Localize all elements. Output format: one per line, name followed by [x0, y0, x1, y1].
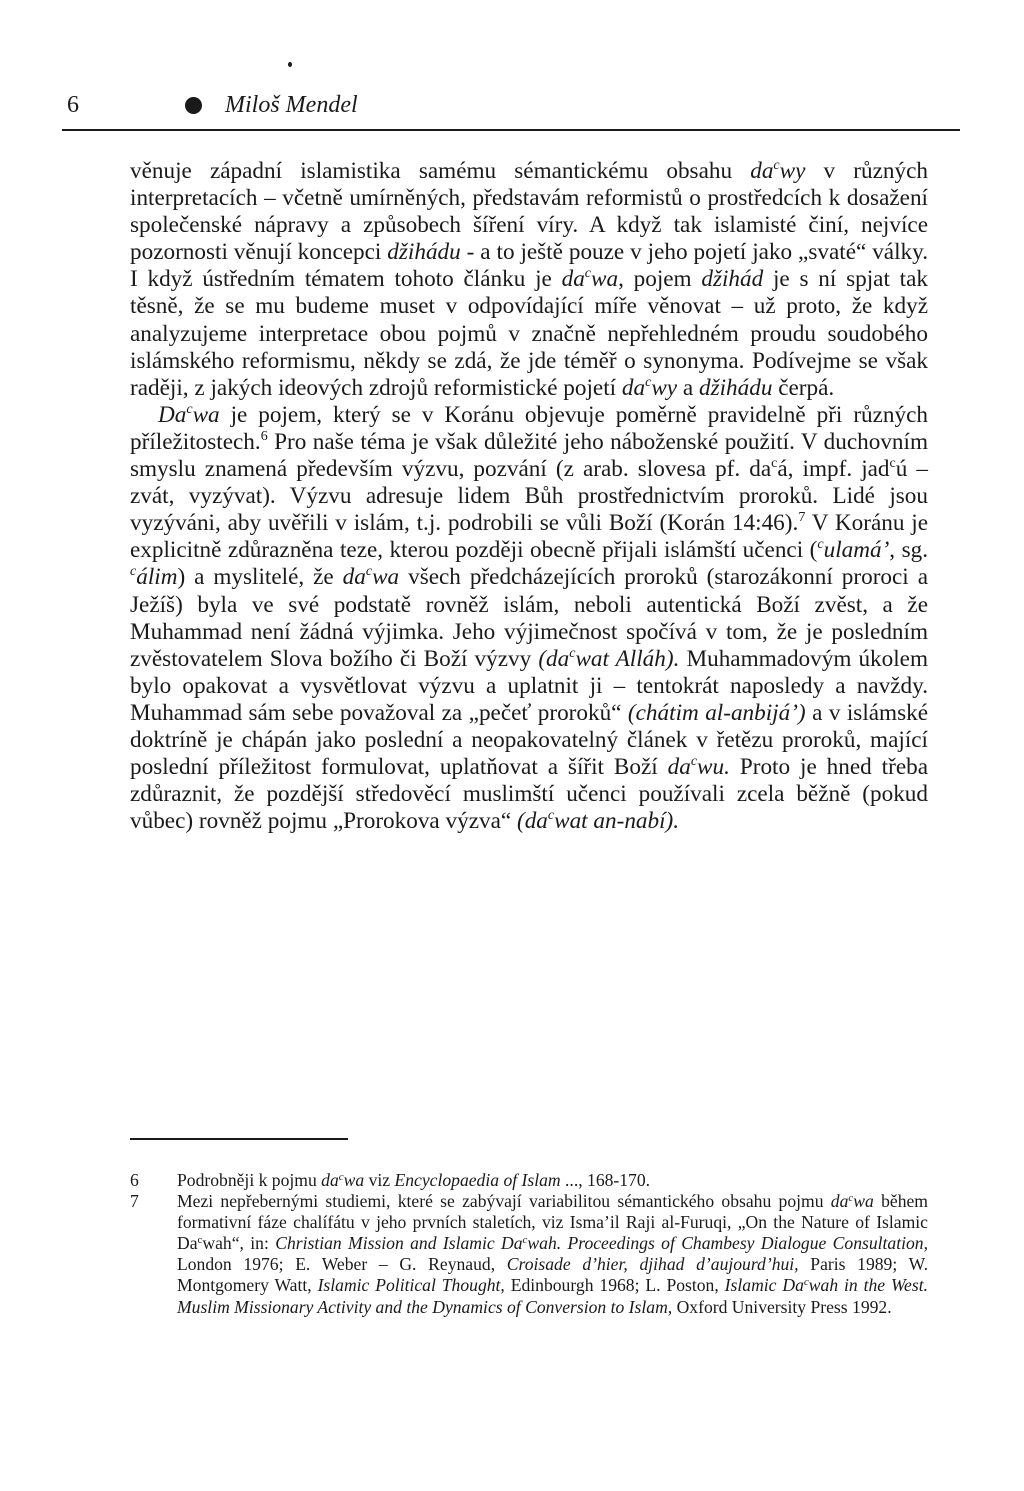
term [750, 158, 805, 184]
term [668, 754, 730, 780]
text: Podrobněji k pojmu [177, 1170, 322, 1190]
page-number: 6 [67, 92, 79, 118]
text: je s ní spjat tak těsně, že se mu budeme muset v odpovídající míře věnovat – už proto, že když analyzujeme interpretace obou pojmů v značně nepřehledném proudu soudobého islámského reformismu, někdy se zdá, že jde téměř o synonyma. Podívejme se však raději, z jakých ideových zdrojů reformistické pojetí [130, 266, 929, 401]
text: , pojem [618, 266, 702, 293]
superscript: c [130, 564, 137, 580]
superscript: c [338, 1171, 344, 1183]
text: á, impf. jad [777, 456, 890, 483]
text: Oxford University Press 1992. [672, 1296, 892, 1317]
text: wah. Proceedings of Chambesy Dialogue Consultation, [527, 1233, 928, 1254]
footnote-number: 7 [130, 1191, 139, 1212]
title: Encyclopaedia of Islam [394, 1170, 561, 1190]
bullet-icon [185, 97, 202, 114]
superscript: c [771, 456, 778, 472]
footnote-ref-7[interactable]: 7 [798, 510, 806, 526]
text: da [667, 754, 691, 781]
term [343, 564, 399, 590]
term [517, 808, 679, 834]
header-rule [62, 129, 960, 131]
footnote-6 [130, 1170, 928, 1191]
text: - a to ještě pouze v jeho pojetí jako „svaté“ války. I když ústředním tématem tohoto článku je [130, 239, 928, 293]
text: da [621, 374, 646, 401]
text: viz [364, 1170, 395, 1190]
text: da [750, 158, 774, 184]
text: wat Alláh). [575, 645, 680, 672]
term [538, 646, 679, 672]
text: a [677, 374, 699, 401]
term: (chátim al-anbijá’) [627, 699, 806, 726]
footnotes [130, 1170, 928, 1318]
text: V Koránu je explicitně zdůrazněna teze, kterou později obecně přijali islámští učenci ( [130, 510, 929, 564]
text: věnuje západní islamistika samému sémantickému obsahu [130, 158, 751, 184]
footnote-number: 6 [130, 1170, 139, 1190]
text: wah“, in: [202, 1233, 276, 1254]
text: a v islámské doktríně je chápán jako poslední a neopakovatelný článek v řetězu proroků, mající poslední příležitost formulovat, uplatňovat a šířit Boží [130, 699, 928, 781]
text: wy [651, 374, 678, 401]
text: da [342, 564, 366, 591]
text: da [561, 266, 585, 293]
body-text [130, 158, 928, 835]
text: Edinbourgh 1968; L. Poston, [504, 1275, 725, 1296]
text: v různých interpretacích – včetně umírněných, představám reformistů o prostředcích k dosažení společenské nápravy a způsobech šíření víry. A když tak islamisté činí, nejvíce pozornosti věnují koncepci [130, 158, 928, 266]
text: da [830, 1191, 849, 1212]
term [321, 1170, 364, 1190]
superscript: c [547, 808, 555, 824]
text: , sg. [889, 537, 928, 564]
text: Proto je hned třeba zdůraznit, že pozdější středověcí muslimští učenci používali zcela běžně (pokud vůbec) rovněž pojmu „Prorokova výzva“ [130, 754, 928, 835]
text: je pojem, který se v Koránu objevuje poměrně pravidelně při různých příležitostech. [130, 401, 928, 455]
text: Islamic Da [724, 1275, 804, 1296]
term [622, 375, 677, 401]
running-header [62, 88, 960, 128]
title [275, 1233, 928, 1253]
footnote-ref-6[interactable]: 6 [260, 428, 268, 444]
superscript: c [365, 564, 373, 580]
text: da [321, 1170, 339, 1190]
text: (da [538, 645, 570, 672]
running-author: Miloš Mendel [225, 92, 358, 118]
text: wa [343, 1170, 365, 1190]
term [130, 564, 177, 590]
text: wa [372, 564, 400, 591]
term [831, 1191, 874, 1211]
superscript: c [803, 1276, 809, 1289]
text: wat an-nabí). [554, 808, 680, 835]
term: džihád [701, 266, 764, 293]
text: wy [779, 158, 806, 184]
text: Mezi nepřebernými studiemi, které se zabývají variabilitou sémantického obsahu pojmu [177, 1191, 831, 1212]
superscript: c [817, 537, 824, 553]
title: Croisade d’hier, djihad d’aujourd’hui, [506, 1254, 799, 1275]
superscript: c [584, 266, 591, 282]
superscript: c [848, 1192, 854, 1205]
text: ulamá’ [823, 537, 890, 564]
paragraph-1 [130, 158, 928, 402]
term: džihádu [387, 239, 461, 266]
text: álim [136, 564, 178, 591]
paragraph-2 [130, 402, 928, 836]
superscript: c [186, 401, 193, 417]
term [562, 266, 618, 292]
superscript: c [889, 456, 896, 472]
text: čerpá. [772, 374, 835, 401]
text: Pro naše téma je však důležité jeho náboženské použití. V duchovním smyslu znamená především výzvu, pozvání (z arab. slovesa pf. da [130, 428, 928, 483]
text: wa [192, 401, 220, 428]
text: wu. [697, 754, 730, 781]
text: wa [591, 266, 619, 293]
superscript: c [690, 754, 698, 770]
footnote-7 [130, 1191, 928, 1318]
term: džihádu [698, 374, 773, 401]
superscript: c [645, 374, 652, 390]
text: ..., 168-170. [560, 1170, 651, 1190]
text: ) a myslitelé, že [177, 564, 343, 591]
text: Da [158, 401, 187, 428]
superscript: c [569, 645, 576, 661]
footnote-rule [130, 1138, 348, 1140]
ink-speck-icon [288, 62, 292, 67]
text: ú – zvát, vyzývat). Výzvu adresuje lidem Bůh prostřednictvím proroků. Lidé jsou vyzýváni, aby uvěřili v islám, t.j. podrobili se vůli Boží (Korán 14:46). [130, 456, 929, 537]
term [817, 537, 889, 563]
text: všech předcházejících proroků (starozákonní proroci a Ježíš) byla ve své podstatě rovněž islám, neboli autentická Boží zvěst, a že Muhammad není žádná výjimka. Jeho výjimečnost spočívá v tom, že je posledním zvěstovatelem Slova božího či Boží výzvy [130, 564, 928, 672]
text: wa [853, 1191, 874, 1212]
text: Muhammadovým úkolem bylo opakovat a vysvětlovat výzvu a uplatnit ji – tentokrát naposledy a navždy. Muhammad sám sebe považoval za „pečeť proroků“ [130, 645, 928, 726]
superscript: c [773, 158, 780, 173]
text: během formativní fáze chalífátu v jeho prvních staletích, viz Isma’il Raji al-Furuqi, „On the Nature of Islamic Da [177, 1191, 928, 1254]
text: Christian Mission and Islamic Da [275, 1233, 523, 1254]
superscript: c [522, 1234, 528, 1247]
text: (da [516, 808, 548, 835]
text: London 1976; E. Weber – G. Reynaud, [177, 1254, 507, 1275]
title: Islamic Political Thought, [317, 1275, 505, 1296]
text: wah in the West. Muslim Missionary Activity and the Dynamics of Conversion to Islam, [177, 1275, 929, 1317]
term [158, 402, 220, 428]
superscript: c [197, 1234, 203, 1247]
text: Paris 1989; W. Montgomery Watt, [177, 1254, 928, 1296]
